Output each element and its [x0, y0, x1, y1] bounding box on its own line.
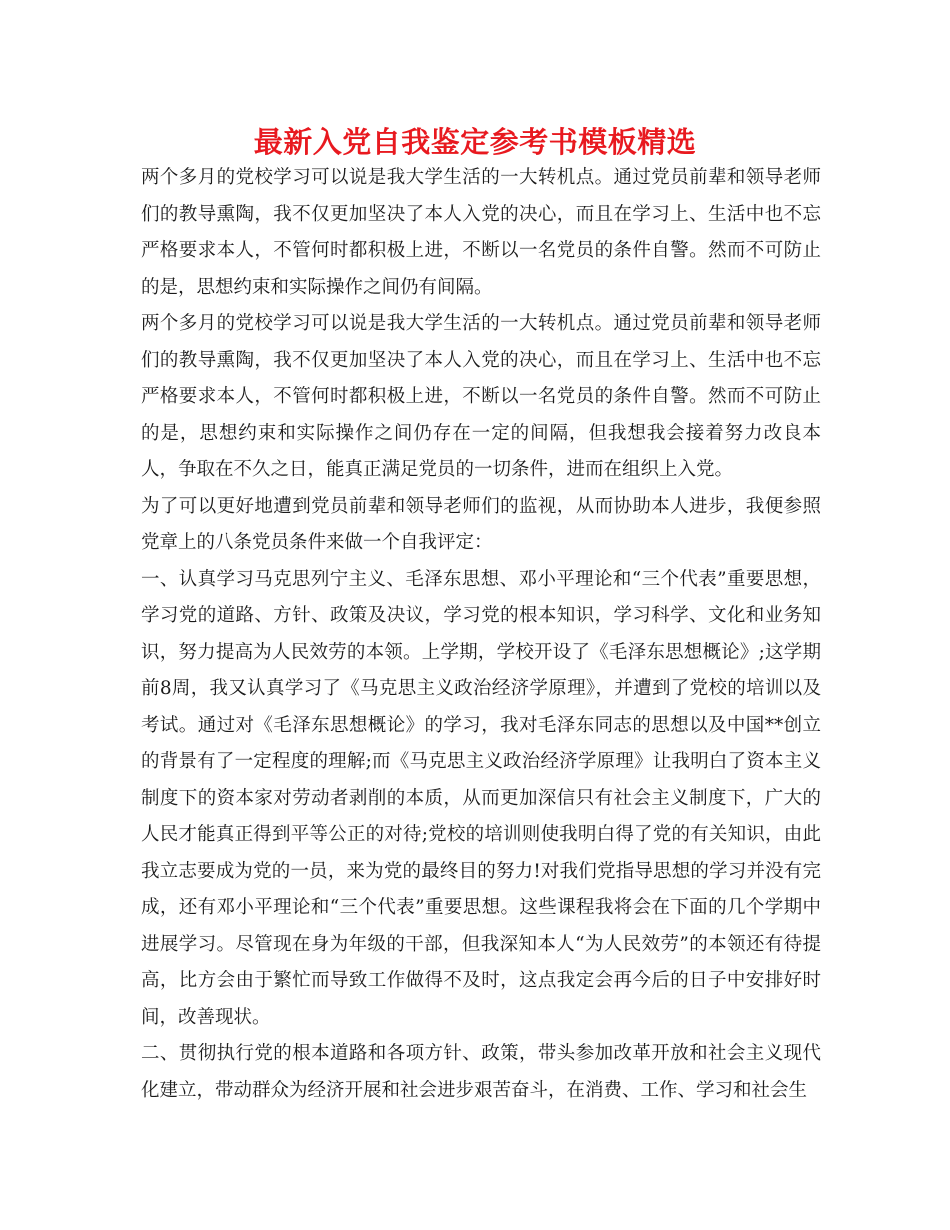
- paragraph-4: 一、认真学习马克思列宁主义、毛泽东思想、邓小平理论和“三个代表”重要思想，学习党的道路、方针、政策及决议，学习党的根本知识，学习科学、文化和业务知识，努力提高为人民效劳的本领。上学期，学校开设了《毛泽东思想概论》;这学期前8周，我又认真学习了《马克思主义政治经济学原理》，并遭到了党校的培训以及考试。通过对《毛泽东思想概论》的学习，我对毛泽东同志的思想以及中国**创立的背景有了一定程度的理解;而《马克思主义政治经济学原理》让我明白了资本主义制度下的资本家对劳动者剥削的本质，从而更加深信只有社会主义制度下，广大的人民才能真正得到平等公正的对待;党校的培训则使我明白得了党的有关知识，由此我立志要成为党的一员，来为党的最终目的努力!对我们党指导思想的学习并没有完成，还有邓小平理论和“三个代表”重要思想。这些课程我将会在下面的几个学期中进展学习。尽管现在身为年级的干部，但我深知本人“为人民效劳”的本领还有待提高，比方会由于繁忙而导致工作做得不及时，这点我定会再今后的日子中安排好时间，改善现状。: [141, 568, 821, 1028]
- document-body: [141, 160, 821, 1109]
- document-title: 最新入党自我鉴定参考书模板精选: [253, 125, 697, 159]
- paragraph-1: 两个多月的党校学习可以说是我大学生活的一大转机点。通过党员前辈和领导老师们的教导熏陶，我不仅更加坚决了本人入党的决心，而且在学习上、生活中也不忘严格要求本人，不管何时都积极上进，不断以一名党员的条件自警。然而不可防止的是，思想约束和实际操作之间仍有间隔。: [141, 167, 821, 298]
- paragraph-2: 两个多月的党校学习可以说是我大学生活的一大转机点。通过党员前辈和领导老师们的教导熏陶，我不仅更加坚决了本人入党的决心，而且在学习上、生活中也不忘严格要求本人，不管何时都积极上进，不断以一名党员的条件自警。然而不可防止的是，思想约束和实际操作之间仍存在一定的间隔，但我想我会接着努力改良本人，争取在不久之日，能真正满足党员的一切条件，进而在组织上入党。: [141, 313, 821, 480]
- paragraph-5: 二、贯彻执行党的根本道路和各项方针、政策，带头参加改革开放和社会主义现代化建立，带动群众为经济开展和社会进步艰苦奋斗，在消费、工作、学习和社会生: [141, 1043, 821, 1101]
- paragraph-3: 为了可以更好地遭到党员前辈和领导老师们的监视，从而协助本人进步，我便参照党章上的八条党员条件来做一个自我评定：: [141, 495, 821, 553]
